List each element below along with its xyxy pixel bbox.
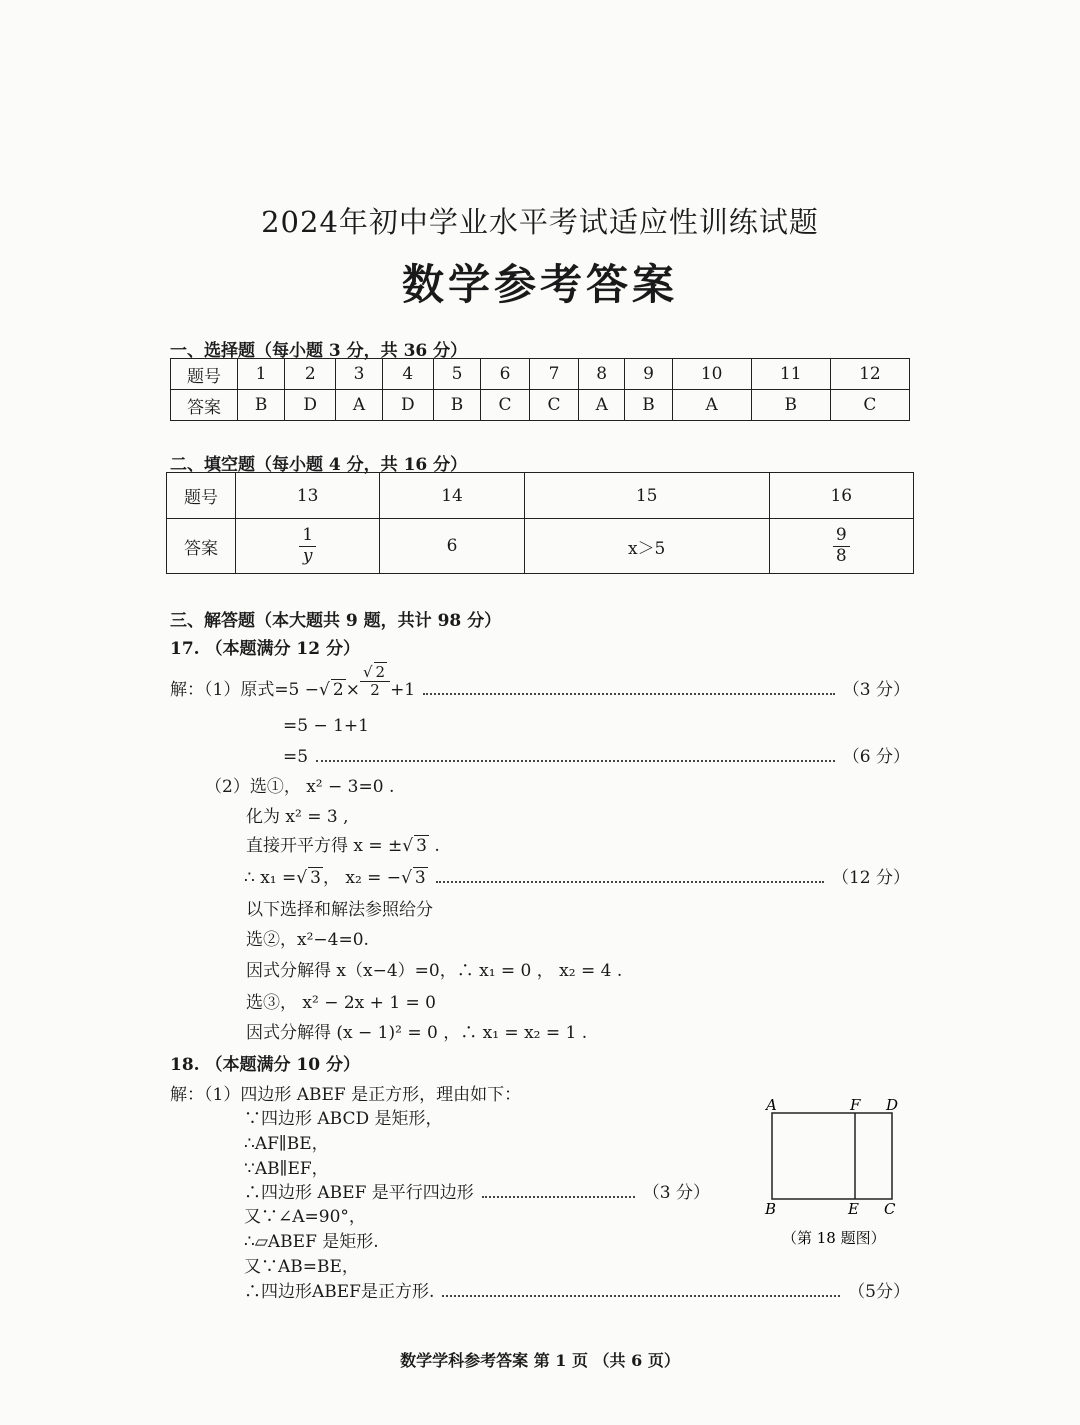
mc-answer-cell: D xyxy=(285,390,336,421)
mc-answer-cell: C xyxy=(530,390,579,421)
mc-answer-cell: A xyxy=(672,390,751,421)
mc-answer-cell: A xyxy=(336,390,382,421)
vertex-label: B xyxy=(765,1200,777,1218)
mc-row-label: 题号 xyxy=(171,359,238,390)
text: ∴ x₁ = xyxy=(244,868,297,888)
score-label: （6 分） xyxy=(842,747,910,767)
q17-part2-line6: 选②，x²−4=0. xyxy=(246,930,369,950)
section2-heading: 二、填空题（每小题 4 分，共 16 分） xyxy=(170,455,468,475)
q18-line8: 又∵AB=BE， xyxy=(244,1257,359,1277)
page-footer: 数学学科参考答案 第 1 页 （共 6 页） xyxy=(400,1351,680,1370)
mc-question-cell: 5 xyxy=(433,359,480,390)
fraction xyxy=(299,526,316,566)
section1-heading: 一、选择题（每小题 3 分，共 36 分） xyxy=(170,341,468,361)
vertex-label: E xyxy=(848,1200,859,1218)
vertex-label: D xyxy=(886,1096,899,1114)
radicand: 3 xyxy=(414,868,426,888)
multiple-choice-table xyxy=(170,358,910,421)
sqrt-icon: √ xyxy=(362,663,373,681)
fill-row-label: 题号 xyxy=(167,473,236,519)
mc-question-cell: 7 xyxy=(530,359,579,390)
mc-question-cell: 2 xyxy=(285,359,336,390)
score-label: （3 分） xyxy=(642,1183,710,1203)
fill-row-label: 答案 xyxy=(167,519,236,574)
mc-answer-cell: B xyxy=(751,390,830,421)
sqrt-icon: √ xyxy=(402,836,414,856)
q17-line3 xyxy=(283,742,910,767)
fill-answer-cell: 6 xyxy=(380,519,524,574)
q17-part2-line5: 以下选择和解法参照给分 xyxy=(246,900,433,920)
q18-line5 xyxy=(244,1178,710,1203)
numerator xyxy=(360,664,390,682)
q18-line7: ∴▱ABEF 是矩形. xyxy=(244,1232,379,1252)
sqrt-icon: √ xyxy=(296,868,308,888)
q17-result: =5 xyxy=(283,747,309,767)
q17-line2: =5 − 1+1 xyxy=(283,716,369,736)
q17-part2-line7: 因式分解得 x（x−4）=0，∴ x₁ = 0 ， x₂ = 4 . xyxy=(246,961,623,981)
mc-question-row xyxy=(171,359,910,390)
q17-heading: 17. （本题满分 12 分） xyxy=(170,639,360,659)
vertex-label: F xyxy=(850,1096,861,1114)
vertex-label: A xyxy=(766,1096,777,1114)
text: ∴四边形 ABEF 是平行四边形 xyxy=(244,1183,474,1203)
mc-question-cell: 3 xyxy=(336,359,382,390)
answer-key-title: 数学参考答案 xyxy=(401,260,678,309)
leader-dots xyxy=(482,1196,635,1198)
rectangle-abcd xyxy=(772,1113,892,1199)
q17-times: × xyxy=(345,679,360,700)
score-label: （3 分） xyxy=(842,679,910,700)
fill-answer-row xyxy=(167,519,914,574)
mc-question-cell: 12 xyxy=(830,359,909,390)
mc-row-label: 答案 xyxy=(171,390,238,421)
numerator: 9 xyxy=(833,526,850,547)
text: 直接开平方得 x = ± xyxy=(246,836,403,856)
score-label: （12 分） xyxy=(831,868,910,888)
mc-answer-cell: B xyxy=(625,390,672,421)
vertex-label: C xyxy=(884,1200,896,1218)
fill-question-cell: 14 xyxy=(380,473,524,519)
leader-dots xyxy=(423,693,835,695)
mc-question-cell: 4 xyxy=(382,359,433,390)
q17-part2-line8: 选③， x² − 2x + 1 = 0 xyxy=(246,993,436,1013)
q17-expr-start: 解：（1）原式=5 − xyxy=(170,679,320,700)
q18-line3: ∴AF∥BE， xyxy=(244,1134,329,1154)
radicand: 2 xyxy=(332,679,344,700)
q18-line9 xyxy=(244,1277,910,1302)
sqrt-icon: √ xyxy=(401,868,412,888)
fill-question-cell: 13 xyxy=(236,473,380,519)
q18-line6: 又∵∠A=90°， xyxy=(244,1207,366,1227)
fill-answer-cell xyxy=(236,519,380,574)
fill-answer-cell: x＞5 xyxy=(524,519,769,574)
leader-dots xyxy=(316,760,835,762)
mc-answer-cell: C xyxy=(830,390,909,421)
fill-answer-cell xyxy=(769,519,913,574)
mc-question-cell: 11 xyxy=(751,359,830,390)
fill-question-cell: 16 xyxy=(769,473,913,519)
q17-part2-line2: 化为 x² = 3 , xyxy=(246,807,349,827)
q17-part2-line3 xyxy=(246,831,440,856)
mc-question-cell: 8 xyxy=(579,359,625,390)
figure-caption: （第 18 题图） xyxy=(782,1229,886,1247)
q17-part2-line9: 因式分解得 (x − 1)² = 0 ，∴ x₁ = x₂ = 1 . xyxy=(246,1023,588,1043)
fill-question-cell: 15 xyxy=(524,473,769,519)
mc-question-cell: 9 xyxy=(625,359,672,390)
q18-heading: 18. （本题满分 10 分） xyxy=(170,1055,360,1075)
radicand: 3 xyxy=(416,836,427,856)
exam-title: 2024年初中学业水平考试适应性训练试题 xyxy=(261,205,819,239)
q18-figure xyxy=(750,1090,920,1260)
radicand: 2 xyxy=(375,663,386,681)
mc-answer-cell: B xyxy=(238,390,285,421)
q18-line4: ∵AB∥EF， xyxy=(244,1159,329,1179)
sqrt-icon: √ xyxy=(319,679,330,700)
q18-line2: ∵四边形 ABCD 是矩形， xyxy=(244,1109,443,1129)
denominator: 2 xyxy=(370,681,380,700)
mc-answer-cell: C xyxy=(481,390,530,421)
fill-in-table xyxy=(166,472,914,574)
text: ∴四边形ABEF是正方形. xyxy=(244,1282,435,1302)
leader-dots xyxy=(436,881,824,883)
leader-dots xyxy=(442,1295,840,1297)
section3-heading: 三、解答题（本大题共 9 题，共计 98 分） xyxy=(170,611,502,631)
q17-expr-end: +1 xyxy=(390,679,416,700)
text: . xyxy=(428,836,440,856)
q17-line1 xyxy=(170,664,910,700)
mc-answer-cell: B xyxy=(433,390,480,421)
mc-answer-cell: A xyxy=(579,390,625,421)
fraction xyxy=(360,664,390,700)
mc-question-cell: 6 xyxy=(481,359,530,390)
fill-question-row xyxy=(167,473,914,519)
mc-answer-row xyxy=(171,390,910,421)
q17-part2-line1: （2）选①， x² − 3=0 . xyxy=(205,777,395,797)
q17-part2-line4 xyxy=(244,863,910,888)
fraction xyxy=(833,526,850,566)
radicand: 3 xyxy=(310,868,321,888)
score-label: （5分） xyxy=(848,1282,910,1302)
denominator: 8 xyxy=(835,545,847,566)
q18-line1: 解：（1）四边形 ABEF 是正方形，理由如下： xyxy=(170,1085,522,1105)
text: ， x₂ = − xyxy=(322,868,402,888)
mc-question-cell: 10 xyxy=(672,359,751,390)
mc-answer-cell: D xyxy=(382,390,433,421)
numerator: 1 xyxy=(299,526,316,547)
mc-question-cell: 1 xyxy=(238,359,285,390)
denominator: y xyxy=(302,545,313,566)
